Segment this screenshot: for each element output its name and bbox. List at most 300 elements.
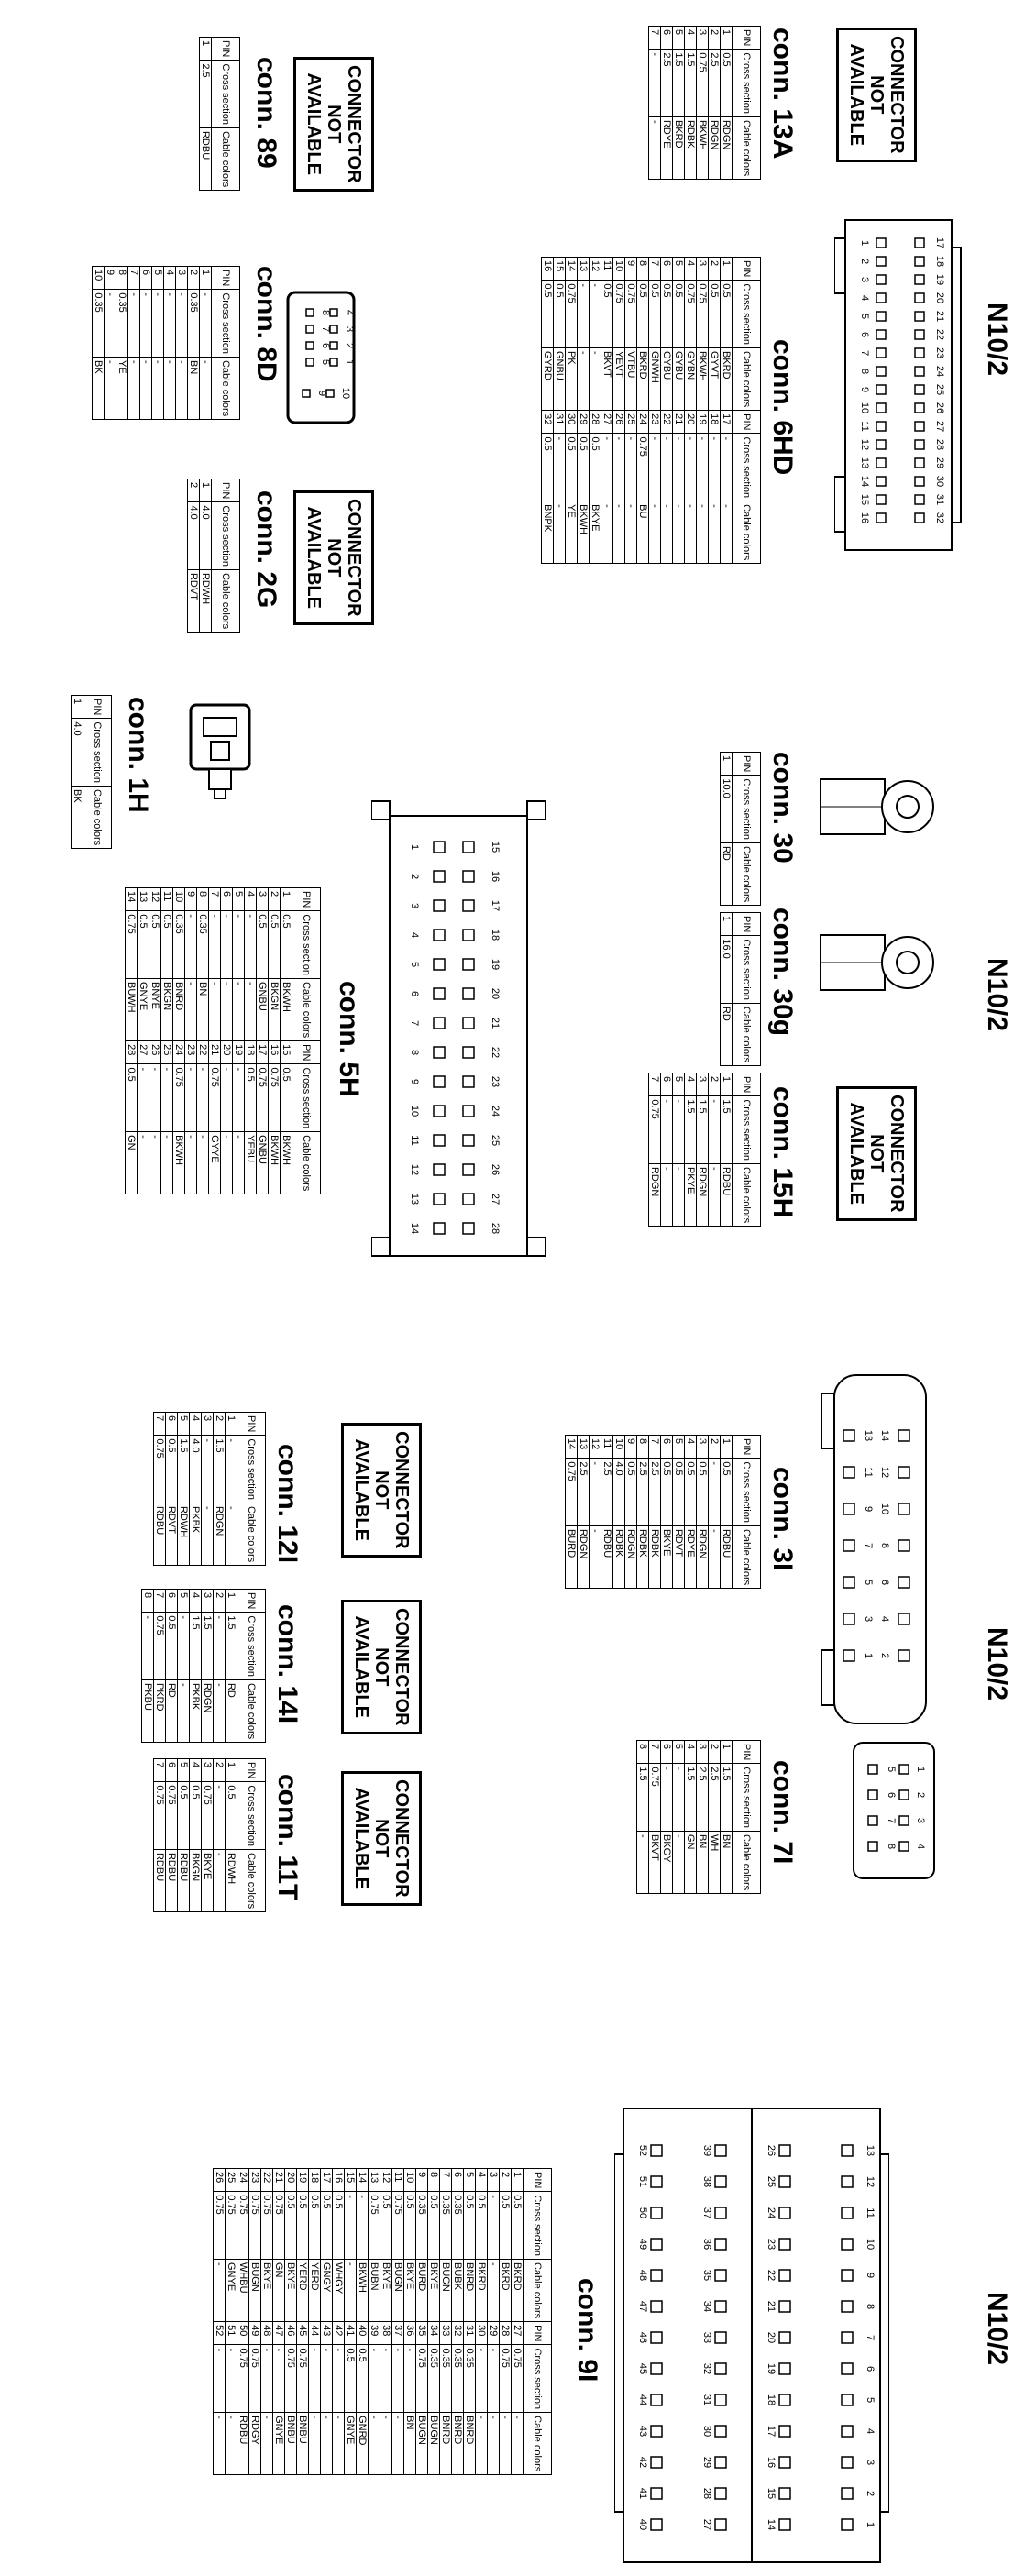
table-cell: 0.5: [166, 1613, 178, 1680]
table-cell: 4: [190, 1413, 202, 1436]
pin-number: 16: [490, 870, 501, 883]
table-row: [214, 2169, 226, 2475]
pin-number: 8: [865, 2303, 876, 2310]
table-cell: -: [476, 2413, 488, 2475]
table-header-row: [733, 753, 761, 906]
pin-socket: [715, 2332, 726, 2343]
table-cell: 2.5: [649, 1459, 661, 1526]
table-cell: -: [601, 434, 613, 501]
pin-socket: [779, 2363, 790, 2374]
pin-socket: [463, 1076, 474, 1087]
table-cell: RDBU: [721, 1163, 733, 1226]
table-row: [649, 1741, 661, 1894]
table-row: [197, 888, 209, 1194]
table-cell: 50: [237, 2322, 249, 2345]
table-cell: BUGN: [416, 2413, 428, 2475]
pin-socket: [715, 2519, 726, 2530]
table-cell: -: [357, 2192, 369, 2260]
pin-number: 11: [865, 2207, 876, 2218]
pin-socket: [843, 1430, 854, 1441]
pin-number: 51: [637, 2175, 648, 2188]
table-cell: 4: [190, 1759, 202, 1782]
table-cell: 3: [202, 1413, 214, 1436]
table-cell: 0.35: [428, 2345, 440, 2413]
pin-number: 2: [879, 1652, 890, 1659]
pin-number: 26: [766, 2144, 777, 2157]
pin-number: 5: [886, 1766, 897, 1773]
pin-socket: [463, 1047, 474, 1058]
connector-title: conn. 7I: [767, 1760, 798, 1865]
column-header: Cross section: [733, 1459, 761, 1526]
pin-number: 1: [344, 358, 355, 366]
table-cell: 0.5: [721, 1459, 733, 1526]
table-cell: -: [176, 290, 188, 358]
table-cell: 5: [673, 1073, 685, 1096]
pin-number: 2: [915, 1791, 926, 1799]
table-cell: -: [673, 1163, 685, 1226]
table-cell: RDGN: [697, 1525, 709, 1588]
table-cell: -: [709, 1163, 721, 1226]
table-cell: BUGN: [392, 2259, 404, 2321]
table-cell: 0.5: [138, 911, 149, 979]
pin-socket: [651, 2394, 662, 2405]
pin-number: 27: [701, 2518, 712, 2531]
table-cell: RDBU: [154, 1503, 166, 1565]
table-row: [140, 267, 152, 420]
table-cell: 7: [649, 27, 661, 50]
pin-table: [71, 695, 112, 849]
table-cell: -: [178, 1679, 190, 1742]
table-cell: RDBU: [166, 1849, 178, 1911]
table-cell: 1.5: [214, 1436, 226, 1503]
table-cell: BKRD: [512, 2259, 524, 2321]
table-cell: -: [488, 2192, 500, 2260]
table-cell: 0.75: [237, 2345, 249, 2413]
table-row: [709, 27, 721, 180]
pin-number: 50: [637, 2207, 648, 2219]
table-cell: 1.5: [202, 1613, 214, 1680]
table-row: [661, 258, 673, 564]
table-row: [188, 267, 200, 420]
table-header-row: [524, 2169, 552, 2475]
pin-socket: [651, 2207, 662, 2218]
connector-title: conn. 6HD: [767, 339, 798, 476]
table-cell: -: [105, 290, 116, 358]
column-header: Cross section: [524, 2345, 552, 2413]
table-row: [464, 2169, 476, 2475]
pin-table-15H: [648, 1073, 761, 1227]
column-header: Cross section: [733, 776, 761, 843]
table-cell: 0.5: [309, 2192, 321, 2260]
table-cell: -: [649, 501, 661, 564]
pin-socket: [651, 2332, 662, 2343]
table-cell: BURD: [566, 1525, 578, 1588]
pin-socket: [842, 2363, 853, 2374]
connector-5H-drawing: [371, 788, 546, 1283]
pin-socket: [876, 403, 886, 413]
table-row: [200, 479, 212, 633]
table-cell: -: [673, 501, 685, 564]
table-cell: BNBU: [297, 2413, 309, 2475]
table-cell: 0.75: [226, 2192, 237, 2260]
table-cell: 0.75: [154, 1613, 166, 1680]
connector-title: conn. 89: [251, 57, 281, 169]
table-row: [601, 1436, 613, 1589]
table-row: [233, 888, 245, 1194]
table-cell: 0.5: [269, 911, 281, 979]
column-header: Cross section: [212, 502, 240, 570]
pin-table: [541, 257, 761, 564]
table-cell: 15: [345, 2169, 357, 2192]
pin-socket: [842, 2519, 853, 2530]
pin-socket: [843, 1503, 854, 1514]
pin-table-2G: [187, 479, 240, 633]
table-cell: 5: [673, 1741, 685, 1764]
table-cell: -: [309, 2345, 321, 2413]
table-cell: 2: [188, 267, 200, 290]
table-cell: 3: [257, 888, 269, 911]
table-cell: -: [661, 434, 673, 501]
pin-socket: [434, 988, 445, 999]
table-cell: PKBU: [142, 1679, 154, 1742]
table-cell: BKVT: [649, 1831, 661, 1893]
column-header: PIN: [733, 258, 761, 281]
table-header-row: [733, 913, 761, 1066]
table-cell: BKGY: [661, 1831, 673, 1893]
table-row: [93, 267, 105, 420]
table-cell: RDWH: [178, 1503, 190, 1565]
pin-number: 12: [409, 1163, 420, 1176]
table-cell: BUWH: [126, 978, 138, 1040]
pin-number: 16: [859, 512, 870, 524]
table-cell: BKRD: [500, 2259, 512, 2321]
table-cell: RDGN: [625, 1525, 637, 1588]
pin-socket: [779, 2426, 790, 2437]
table-cell: 49: [249, 2322, 261, 2345]
table-cell: BKRD: [637, 347, 649, 410]
table-cell: 0.75: [566, 1459, 578, 1526]
table-cell: PKYE: [685, 1163, 697, 1226]
table-cell: 5: [673, 27, 685, 50]
table-cell: GYYE: [209, 1132, 221, 1194]
pin-socket: [915, 403, 924, 413]
table-cell: -: [709, 1096, 721, 1164]
table-cell: BURD: [416, 2259, 428, 2321]
table-cell: RDVT: [188, 569, 200, 632]
pin-number: 9: [409, 1078, 420, 1085]
pin-number: 40: [637, 2518, 648, 2531]
table-cell: 0.5: [554, 281, 566, 348]
table-row: [637, 1436, 649, 1589]
column-header: PIN: [237, 1590, 266, 1613]
table-header-row: [733, 27, 761, 180]
pin-number: 19: [490, 958, 501, 971]
table-cell: 4: [476, 2169, 488, 2192]
pin-number: 10: [865, 2238, 876, 2251]
connector-title: conn. 3I: [767, 1467, 798, 1571]
pin-socket: [651, 2270, 662, 2281]
table-cell: 1: [72, 696, 83, 719]
table-cell: GNWH: [649, 347, 661, 410]
table-cell: 25: [161, 1041, 173, 1064]
column-header: Cable colors: [212, 357, 240, 419]
table-row: [685, 1741, 697, 1894]
table-cell: 6: [452, 2169, 464, 2192]
table-cell: -: [601, 501, 613, 564]
pin-socket: [651, 2457, 662, 2468]
column-header: Cross section: [524, 2192, 552, 2260]
table-cell: 3: [202, 1759, 214, 1782]
table-cell: -: [333, 2345, 345, 2413]
table-row: [488, 2169, 500, 2475]
table-cell: BKYE: [285, 2259, 297, 2321]
table-cell: YE: [566, 501, 578, 564]
table-cell: 0.35: [197, 911, 209, 979]
table-cell: 52: [214, 2322, 226, 2345]
pin-number: 5: [863, 1579, 874, 1586]
table-cell: -: [200, 357, 212, 419]
table-cell: 4: [685, 1073, 697, 1096]
pin-number: 44: [637, 2394, 648, 2406]
table-cell: 0.5: [566, 434, 578, 501]
table-row: [685, 27, 697, 180]
table-row: [178, 1759, 190, 1912]
table-cell: 1: [721, 1073, 733, 1096]
pin-socket: [779, 2457, 790, 2468]
table-cell: 2.5: [697, 1764, 709, 1832]
table-row: [178, 1590, 190, 1743]
pin-socket: [842, 2270, 853, 2281]
table-cell: 1: [721, 258, 733, 281]
table-cell: -: [138, 1132, 149, 1194]
table-cell: 0.5: [685, 1459, 697, 1526]
pin-table: [213, 2168, 552, 2475]
table-row: [566, 1436, 578, 1589]
table-cell: -: [637, 1831, 649, 1893]
connector-32pin-drawing: [834, 211, 963, 559]
table-cell: -: [202, 1503, 214, 1565]
table-cell: -: [176, 357, 188, 419]
table-cell: BKRD: [673, 116, 685, 179]
pin-table-3I: [565, 1435, 761, 1589]
table-cell: -: [221, 1064, 233, 1132]
column-header: Cable colors: [237, 1849, 266, 1911]
table-cell: YEBU: [245, 1132, 257, 1194]
table-cell: GYBU: [673, 347, 685, 410]
pin-socket: [463, 959, 474, 970]
pin-socket: [842, 2488, 853, 2499]
table-cell: BNBU: [285, 2413, 297, 2475]
table-cell: -: [245, 978, 257, 1040]
pin-number: 8: [320, 309, 331, 316]
connector-not-available-14I: CONNECTOR NOT AVAILABLE: [341, 1600, 422, 1734]
table-cell: -: [105, 357, 116, 419]
pin-number: 27: [490, 1193, 501, 1205]
pin-socket: [651, 2363, 662, 2374]
table-row: [116, 267, 128, 420]
table-row: [281, 888, 292, 1194]
table-cell: 7: [154, 1590, 166, 1613]
table-cell: 0.75: [154, 1782, 166, 1850]
connector-title: conn. 30g: [767, 908, 798, 1037]
table-cell: 0.5: [578, 434, 590, 501]
table-cell: 0.5: [512, 2192, 524, 2260]
pin-socket: [715, 2363, 726, 2374]
table-cell: 28: [500, 2322, 512, 2345]
table-row: [416, 2169, 428, 2475]
column-header: PIN: [237, 1759, 266, 1782]
table-cell: 0.5: [673, 1459, 685, 1526]
table-row: [697, 1741, 709, 1894]
table-cell: 24: [637, 411, 649, 434]
table-cell: 27: [601, 411, 613, 434]
table-cell: 27: [138, 1041, 149, 1064]
pin-socket: [876, 293, 886, 303]
table-cell: BKVT: [601, 347, 613, 410]
table-cell: RDBU: [237, 2413, 249, 2475]
column-header: PIN: [237, 1413, 266, 1436]
table-cell: 8: [428, 2169, 440, 2192]
pin-number: 37: [701, 2207, 712, 2219]
table-cell: 0.5: [285, 2192, 297, 2260]
table-cell: 30: [476, 2322, 488, 2345]
pin-table-13A: [648, 26, 761, 180]
pin-number: 14: [409, 1222, 420, 1235]
table-cell: -: [209, 978, 221, 1040]
table-row: [590, 1436, 601, 1589]
table-cell: BNRD: [464, 2413, 476, 2475]
table-cell: 5: [673, 258, 685, 281]
pin-number: 17: [490, 899, 501, 912]
table-row: [661, 1741, 673, 1894]
pin-number: 25: [766, 2175, 777, 2188]
table-cell: 32: [542, 411, 554, 434]
table-cell: 25: [226, 2169, 237, 2192]
table-cell: 1: [226, 1759, 237, 1782]
table-cell: -: [697, 434, 709, 501]
table-cell: 0.35: [188, 290, 200, 358]
table-cell: 0.35: [452, 2192, 464, 2260]
column-header: Cross section: [237, 1782, 266, 1850]
table-cell: 0.75: [566, 281, 578, 348]
table-cell: 12: [590, 258, 601, 281]
table-cell: -: [369, 2345, 380, 2413]
table-cell: 19: [297, 2169, 309, 2192]
pin-socket: [898, 1577, 909, 1588]
table-cell: -: [221, 1132, 233, 1194]
pin-number: 5: [859, 313, 870, 320]
table-cell: 0.5: [281, 1064, 292, 1132]
pin-number: 34: [701, 2300, 712, 2313]
table-cell: -: [152, 290, 164, 358]
table-cell: 1: [721, 1436, 733, 1459]
table-cell: GNYE: [345, 2413, 357, 2475]
pin-socket: [434, 1194, 445, 1205]
pin-socket: [876, 257, 886, 266]
table-cell: 0.5: [476, 2192, 488, 2260]
table-row: [214, 1413, 226, 1566]
table-cell: -: [380, 2345, 392, 2413]
table-cell: GNBU: [554, 347, 566, 410]
pin-number: 1: [409, 843, 420, 851]
table-cell: -: [152, 357, 164, 419]
table-row: [452, 2169, 464, 2475]
table-row: [613, 258, 625, 564]
table-row: [126, 888, 138, 1194]
table-cell: 0.35: [452, 2345, 464, 2413]
pin-number: 22: [934, 328, 945, 341]
table-cell: 4: [164, 267, 176, 290]
table-cell: 1.5: [637, 1764, 649, 1832]
table-cell: 0.5: [345, 2345, 357, 2413]
pin-number: 1: [915, 1766, 926, 1773]
pin-number: 36: [701, 2238, 712, 2251]
pin-number: 7: [886, 1817, 897, 1824]
table-cell: 0.75: [625, 281, 637, 348]
pin-socket: [876, 458, 886, 468]
table-cell: 0.5: [126, 1064, 138, 1132]
table-cell: 0.5: [297, 2192, 309, 2260]
table-cell: RDBU: [178, 1849, 190, 1911]
pin-socket: [915, 422, 924, 431]
table-row: [128, 267, 140, 420]
pin-number: 49: [637, 2238, 648, 2251]
table-cell: RDBU: [154, 1849, 166, 1911]
table-cell: 0.5: [601, 281, 613, 348]
table-cell: -: [128, 357, 140, 419]
pin-socket: [715, 2145, 726, 2156]
table-cell: BN: [188, 357, 200, 419]
table-cell: RDBU: [200, 127, 212, 190]
table-cell: 0.75: [209, 1064, 221, 1132]
table-cell: -: [221, 911, 233, 979]
table-cell: -: [721, 434, 733, 501]
table-cell: 22: [661, 411, 673, 434]
pin-socket: [915, 385, 924, 394]
table-cell: -: [233, 1064, 245, 1132]
column-header: Cable colors: [83, 786, 112, 848]
table-row: [357, 2169, 369, 2475]
pin-number: 10: [879, 1503, 890, 1515]
table-cell: GN: [126, 1132, 138, 1194]
table-cell: YERD: [297, 2259, 309, 2321]
table-row: [226, 1413, 237, 1566]
pin-socket: [898, 1467, 909, 1478]
table-cell: RDBU: [721, 1525, 733, 1588]
table-cell: -: [392, 2345, 404, 2413]
table-row: [380, 2169, 392, 2475]
pin-socket: [915, 348, 924, 358]
table-cell: 20: [685, 411, 697, 434]
pin-number: 12: [865, 2175, 876, 2188]
table-cell: -: [226, 1503, 237, 1565]
table-cell: 23: [249, 2169, 261, 2192]
table-row: [202, 1759, 214, 1912]
pin-number: 14: [859, 475, 870, 488]
pin-socket: [876, 367, 886, 376]
column-header: Cross section: [733, 1096, 761, 1164]
table-cell: BNPK: [542, 501, 554, 564]
table-cell: 1.5: [685, 1764, 697, 1832]
table-cell: BKYE: [261, 2259, 273, 2321]
pin-number: 11: [859, 421, 870, 432]
table-cell: 1.5: [226, 1613, 237, 1680]
table-cell: RDWH: [200, 569, 212, 632]
column-header: Cross section: [733, 1764, 761, 1832]
table-cell: GNGY: [321, 2259, 333, 2321]
table-cell: 5: [178, 1759, 190, 1782]
table-cell: 4.0: [190, 1436, 202, 1503]
